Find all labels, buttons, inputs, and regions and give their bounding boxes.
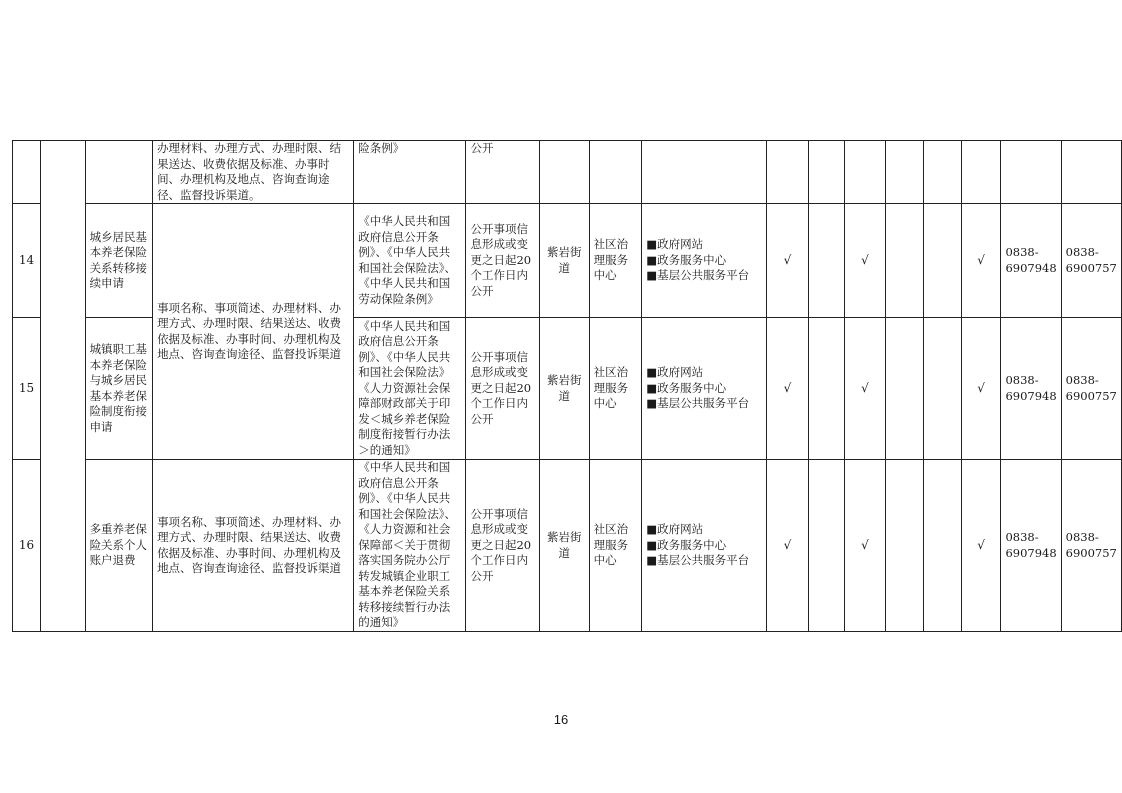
phone-cell: 0838-6907948 xyxy=(1001,460,1061,632)
check-cell xyxy=(924,141,962,204)
check-cell xyxy=(924,204,962,318)
subject-cell: 紫岩街道 xyxy=(539,460,589,632)
phone-cell: 0838-6900757 xyxy=(1061,318,1121,460)
check-cell xyxy=(808,318,844,460)
check-cell xyxy=(808,141,844,204)
subject-cell: 紫岩街道 xyxy=(539,204,589,318)
table-row xyxy=(13,460,1122,632)
basis-cell: 《中华人民共和国政府信息公开条例》、《中华人民共和国社会保险法》、《中华人民共和国劳动保险条例》 xyxy=(354,204,466,318)
check-cell xyxy=(844,141,886,204)
phone-cell: 0838-6907948 xyxy=(1001,204,1061,318)
object-cell xyxy=(589,141,642,204)
channel-service-center: ■政务服务中心 xyxy=(646,537,727,552)
channel-cell xyxy=(642,460,767,632)
phone-cell: 0838-6907948 xyxy=(1001,318,1061,460)
channel-cell xyxy=(642,318,767,460)
basis-cell: 《中华人民共和国政府信息公开条例》、《中华人民共和国社会保险法》、《人力资源和社会保障部＜关于贯彻落实国务院办公厅转发城镇企业职工基本养老保险关系转移接续暂行办法的通知》 xyxy=(354,460,466,632)
phone-cell: 0838-6900757 xyxy=(1061,204,1121,318)
check-cell xyxy=(886,460,924,632)
phone-cell xyxy=(1001,141,1061,204)
channel-basic-platform: ■基层公共服务平台 xyxy=(646,268,750,283)
basis-cell: 险条例》 xyxy=(354,141,466,204)
channel-cell xyxy=(642,204,767,318)
item-cell xyxy=(85,141,153,204)
channel-service-center: ■政务服务中心 xyxy=(646,380,727,395)
disclosure-table xyxy=(12,140,1122,632)
row-number: 14 xyxy=(13,204,41,318)
subject-cell: 紫岩街道 xyxy=(539,318,589,460)
check-cell xyxy=(886,318,924,460)
check-cell xyxy=(808,460,844,632)
check-mark: √ xyxy=(961,318,1001,460)
check-cell xyxy=(886,204,924,318)
check-mark: √ xyxy=(961,204,1001,318)
time-limit-cell: 公开事项信息形成或变更之日起20个工作日内公开 xyxy=(466,318,539,460)
row-number: 16 xyxy=(13,460,41,632)
table-row xyxy=(13,204,1122,318)
check-mark: √ xyxy=(844,318,886,460)
channel-gov-website: ■政府网站 xyxy=(646,365,704,380)
check-mark: √ xyxy=(844,460,886,632)
check-mark: √ xyxy=(767,318,809,460)
category-cell xyxy=(40,141,85,632)
no-cell xyxy=(13,141,41,204)
object-cell: 社区治理服务中心 xyxy=(589,318,642,460)
check-mark: √ xyxy=(767,204,809,318)
content-cell: 办理材料、办理方式、办理时限、结果送达、收费依据及标准、办事时间、办理机构及地点、咨询查询途径、监督投诉渠道。 xyxy=(153,141,354,204)
check-cell xyxy=(808,204,844,318)
check-cell xyxy=(767,141,809,204)
item-cell: 城乡居民基本养老保险关系转移接续申请 xyxy=(85,204,153,318)
time-limit-cell: 公开事项信息形成或变更之日起20个工作日内公开 xyxy=(466,204,539,318)
phone-cell: 0838-6900757 xyxy=(1061,460,1121,632)
item-cell: 多重养老保险关系个人账户退费 xyxy=(85,460,153,632)
channel-gov-website: ■政府网站 xyxy=(646,522,704,537)
check-cell xyxy=(924,460,962,632)
page-number: 16 xyxy=(553,712,569,727)
channel-basic-platform: ■基层公共服务平台 xyxy=(646,553,750,568)
check-mark: √ xyxy=(844,204,886,318)
check-mark: √ xyxy=(961,460,1001,632)
content-cell: 事项名称、事项简述、办理材料、办理方式、办理时限、结果送达、收费依据及标准、办事时间、办理机构及地点、咨询查询途径、监督投诉渠道 xyxy=(153,460,354,632)
check-cell xyxy=(961,141,1001,204)
basis-cell: 《中华人民共和国政府信息公开条例》、《中华人民共和国社会保险法》《人力资源社会保障部财政部关于印发＜城乡养老保险制度衔接暂行办法＞的通知》 xyxy=(354,318,466,460)
subject-cell xyxy=(539,141,589,204)
channel-gov-website: ■政府网站 xyxy=(646,237,704,252)
check-cell xyxy=(886,141,924,204)
time-limit-cell: 公开事项信息形成或变更之日起20个工作日内公开 xyxy=(466,460,539,632)
check-cell xyxy=(924,318,962,460)
check-mark: √ xyxy=(767,460,809,632)
content-cell: 事项名称、事项简述、办理材料、办理方式、办理时限、结果送达、收费依据及标准、办事时间、办理机构及地点、咨询查询途径、监督投诉渠道 xyxy=(153,204,354,460)
object-cell: 社区治理服务中心 xyxy=(589,204,642,318)
time-limit-cell: 公开 xyxy=(466,141,539,204)
phone-cell xyxy=(1061,141,1121,204)
channel-service-center: ■政务服务中心 xyxy=(646,252,727,267)
table-row xyxy=(13,141,1122,204)
item-cell: 城镇职工基本养老保险与城乡居民基本养老保险制度衔接申请 xyxy=(85,318,153,460)
channel-basic-platform: ■基层公共服务平台 xyxy=(646,396,750,411)
row-number: 15 xyxy=(13,318,41,460)
channel-cell xyxy=(642,141,767,204)
object-cell: 社区治理服务中心 xyxy=(589,460,642,632)
